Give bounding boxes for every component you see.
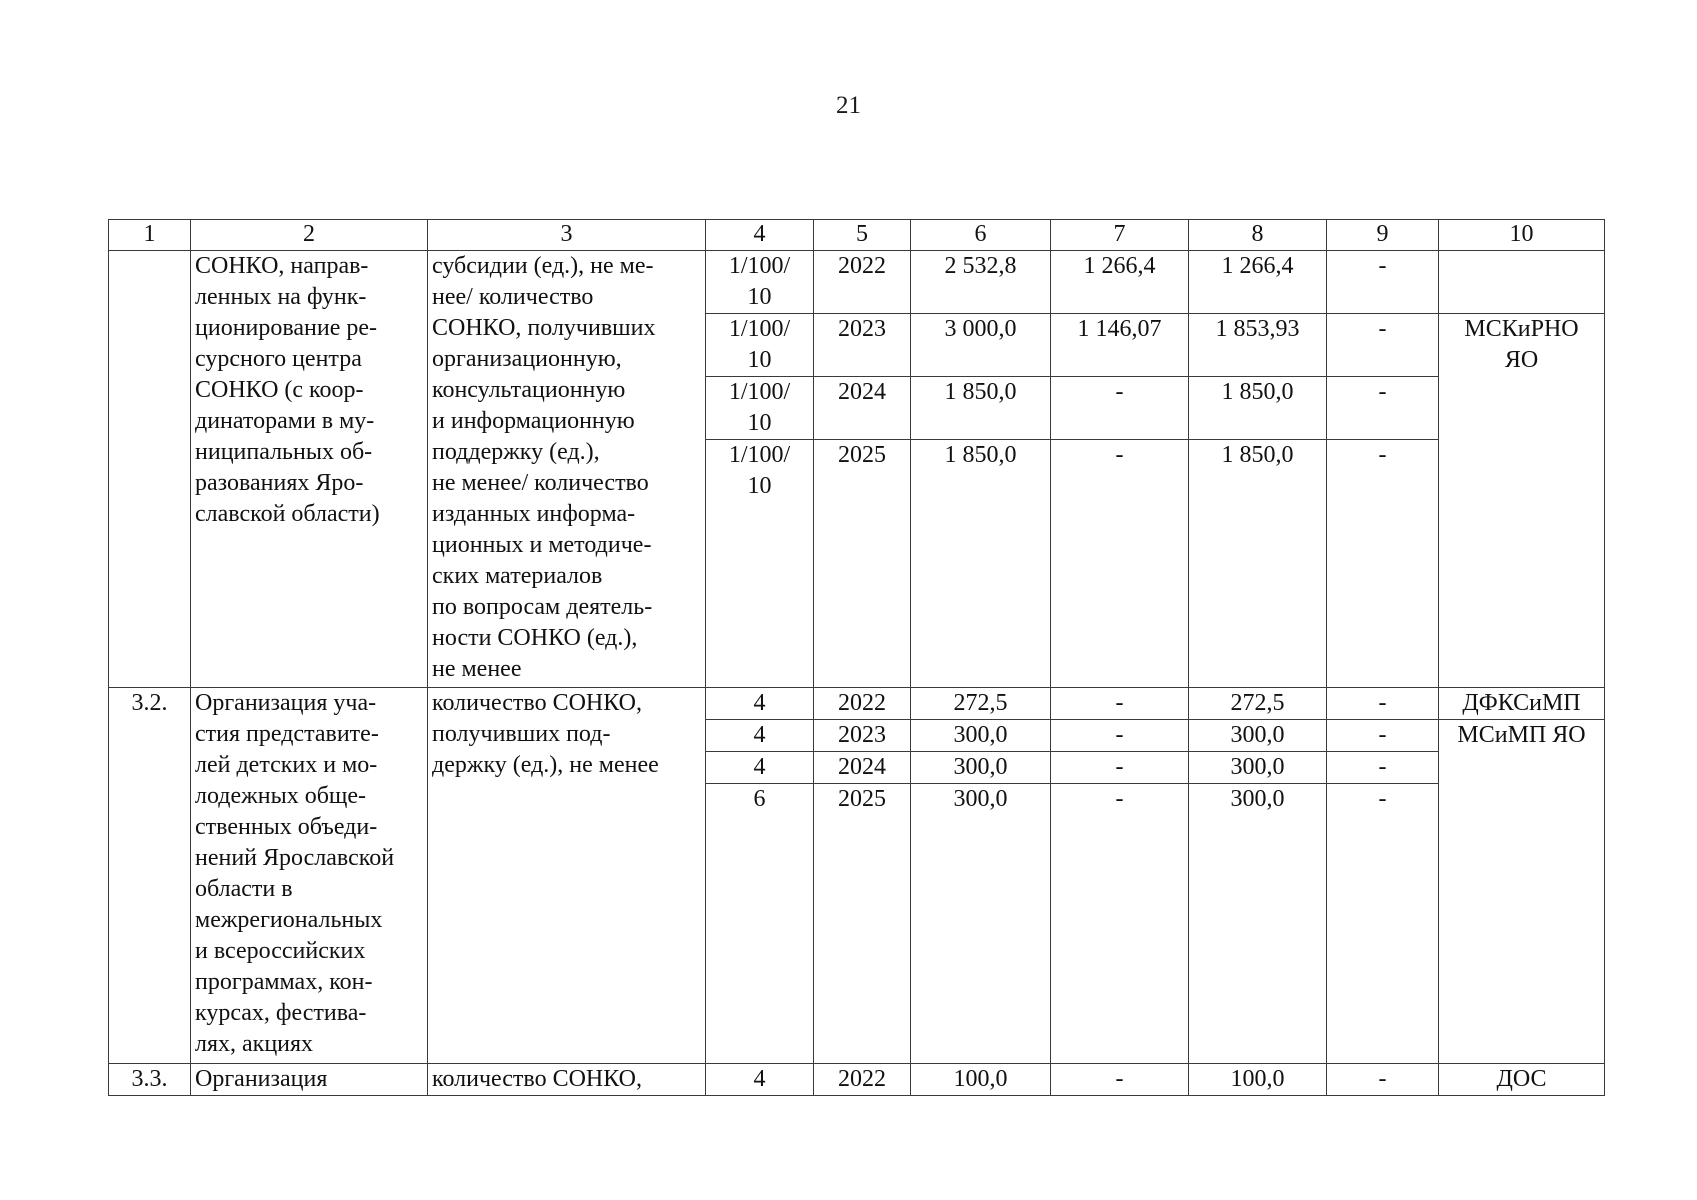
executor-cell: МСиМП ЯО — [1439, 720, 1605, 1064]
funding-col9-cell: - — [1327, 752, 1439, 784]
year-cell: 2022 — [814, 688, 911, 720]
header-cell: 10 — [1439, 220, 1605, 251]
funding-col7-cell: - — [1051, 440, 1189, 688]
indicator-value-cell: 4 — [706, 752, 814, 784]
header-cell: 7 — [1051, 220, 1189, 251]
funding-col7-cell: - — [1051, 752, 1189, 784]
funding-col8-cell: 300,0 — [1189, 752, 1327, 784]
year-cell: 2022 — [814, 251, 911, 314]
header-cell: 8 — [1189, 220, 1327, 251]
header-cell: 6 — [911, 220, 1051, 251]
event-description-cell: СОНКО, направ- ленных на функ- ционирование ре- сурсного центра СОНКО (с коор- динаторами в му- ниципальных об- разованиях Яро- славской области) — [191, 251, 428, 688]
table-row — [109, 251, 1605, 314]
row-number-cell: 3.2. — [109, 688, 191, 1064]
funding-col8-cell: 272,5 — [1189, 688, 1327, 720]
funding-col8-cell: 1 850,0 — [1189, 377, 1327, 440]
funding-col9-cell: - — [1327, 784, 1439, 1064]
indicator-value-cell: 4 — [706, 1064, 814, 1096]
total-funding-cell: 300,0 — [911, 720, 1051, 752]
funding-col8-cell: 1 266,4 — [1189, 251, 1327, 314]
funding-col7-cell: - — [1051, 720, 1189, 752]
indicator-value-cell: 1/100/ 10 — [706, 251, 814, 314]
funding-col7-cell: 1 266,4 — [1051, 251, 1189, 314]
funding-col9-cell: - — [1327, 251, 1439, 314]
funding-col7-cell: - — [1051, 688, 1189, 720]
header-cell: 9 — [1327, 220, 1439, 251]
total-funding-cell: 100,0 — [911, 1064, 1051, 1096]
total-funding-cell: 1 850,0 — [911, 440, 1051, 688]
event-description-cell: Организация — [191, 1064, 428, 1096]
executor-cell: МСКиРНО ЯО — [1439, 314, 1605, 688]
row-number-cell: 3.3. — [109, 1064, 191, 1096]
year-cell: 2025 — [814, 784, 911, 1064]
indicator-value-cell: 4 — [706, 720, 814, 752]
total-funding-cell: 3 000,0 — [911, 314, 1051, 377]
funding-col8-cell: 300,0 — [1189, 784, 1327, 1064]
header-cell: 4 — [706, 220, 814, 251]
funding-col7-cell: - — [1051, 377, 1189, 440]
total-funding-cell: 272,5 — [911, 688, 1051, 720]
indicator-cell: субсидии (ед.), не ме- нее/ количество СОНКО, получивших организационную, консультационную и информационную поддержку (ед.), не менее/ количество изданных информа- ционных и методиче- ских материалов по вопросам деятель- ности СОНКО (ед.), не менее — [428, 251, 706, 688]
table-row — [109, 1064, 1605, 1096]
funding-col9-cell: - — [1327, 1064, 1439, 1096]
funding-col7-cell: - — [1051, 784, 1189, 1064]
year-cell: 2023 — [814, 720, 911, 752]
page-number: 21 — [836, 92, 861, 119]
indicator-cell: количество СОНКО, получивших под- держку (ед.), не менее — [428, 688, 706, 1064]
total-funding-cell: 300,0 — [911, 752, 1051, 784]
indicator-cell: количество СОНКО, — [428, 1064, 706, 1096]
total-funding-cell: 1 850,0 — [911, 377, 1051, 440]
total-funding-cell: 2 532,8 — [911, 251, 1051, 314]
year-cell: 2023 — [814, 314, 911, 377]
program-table — [108, 219, 1605, 1096]
funding-col7-cell: - — [1051, 1064, 1189, 1096]
total-funding-cell: 300,0 — [911, 784, 1051, 1064]
indicator-value-cell: 1/100/ 10 — [706, 314, 814, 377]
executor-cell — [1439, 251, 1605, 314]
funding-col9-cell: - — [1327, 377, 1439, 440]
header-cell: 3 — [428, 220, 706, 251]
funding-col8-cell: 1 850,0 — [1189, 440, 1327, 688]
funding-col8-cell: 1 853,93 — [1189, 314, 1327, 377]
indicator-value-cell: 6 — [706, 784, 814, 1064]
header-cell: 2 — [191, 220, 428, 251]
event-description-cell: Организация уча- стия представите- лей детских и мо- лодежных обще- ственных объеди- нений Ярославской области в межрегиональных и всероссийских программах, кон- курсах, фестива- лях, акциях — [191, 688, 428, 1064]
table-row — [109, 688, 1605, 720]
year-cell: 2024 — [814, 377, 911, 440]
year-cell: 2022 — [814, 1064, 911, 1096]
year-cell: 2024 — [814, 752, 911, 784]
indicator-value-cell: 1/100/ 10 — [706, 377, 814, 440]
funding-col9-cell: - — [1327, 720, 1439, 752]
header-cell: 1 — [109, 220, 191, 251]
funding-col9-cell: - — [1327, 688, 1439, 720]
funding-col9-cell: - — [1327, 314, 1439, 377]
executor-cell: ДОС — [1439, 1064, 1605, 1096]
executor-cell: ДФКСиМП — [1439, 688, 1605, 720]
funding-col8-cell: 100,0 — [1189, 1064, 1327, 1096]
row-number-cell — [109, 251, 191, 688]
funding-col8-cell: 300,0 — [1189, 720, 1327, 752]
indicator-value-cell: 1/100/ 10 — [706, 440, 814, 688]
year-cell: 2025 — [814, 440, 911, 688]
funding-col7-cell: 1 146,07 — [1051, 314, 1189, 377]
header-cell: 5 — [814, 220, 911, 251]
indicator-value-cell: 4 — [706, 688, 814, 720]
funding-col9-cell: - — [1327, 440, 1439, 688]
header-row — [109, 220, 1605, 251]
